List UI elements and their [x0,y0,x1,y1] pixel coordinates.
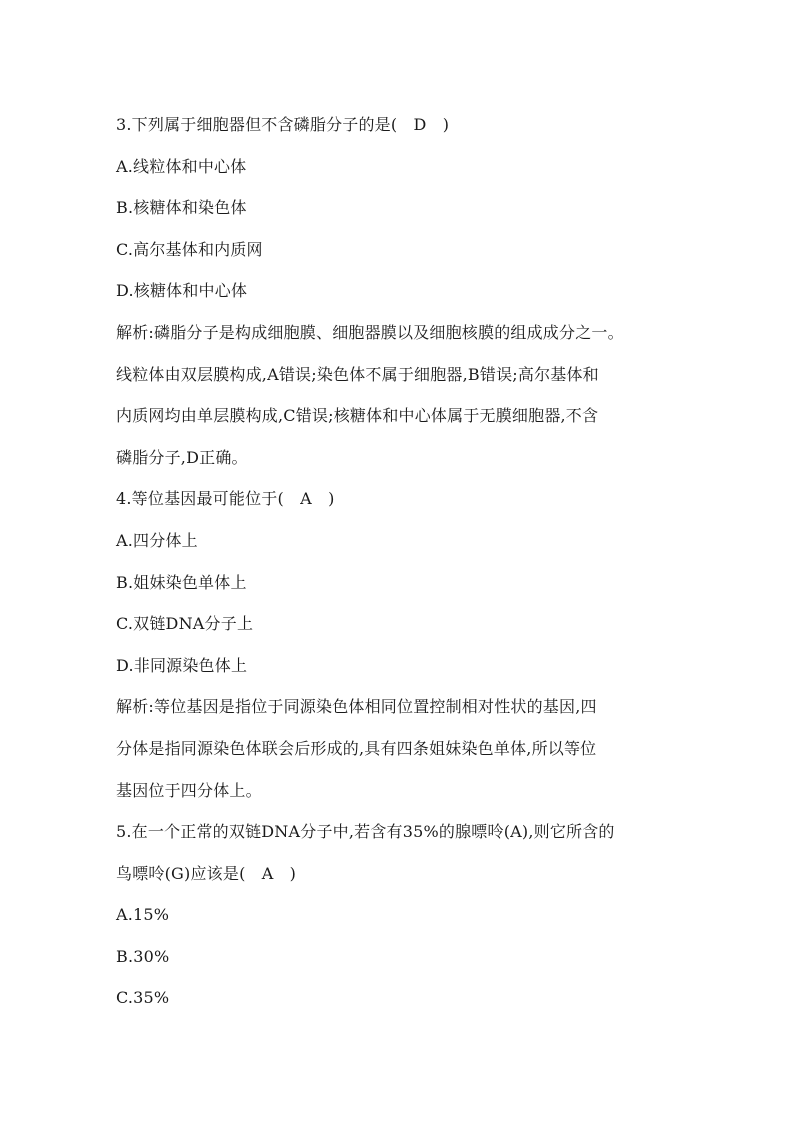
analysis-line: 分体是指同源染色体联会后形成的,具有四条姐妹染色单体,所以等位 [116,738,597,758]
question-3-option-d: D.核糖体和中心体 [116,281,248,301]
analysis-line: 线粒体由双层膜构成,A错误;染色体不属于细胞器,B错误;高尔基体和 [116,364,599,384]
question-4-option-a: A.四分体上 [116,530,198,550]
question-3-analysis [116,312,686,478]
question-5-stem [116,811,686,894]
stem-line: 5.在一个正常的双链DNA分子中,若含有35%的腺嘌呤(A),则它所含的 [116,822,615,842]
question-4-option-d: D.非同源染色体上 [116,655,248,675]
analysis-line: 内质网均由单层膜构成,C错误;核糖体和中心体属于无膜细胞器,不含 [116,406,599,426]
document-content [116,104,686,1019]
question-4-option-b: B.姐妹染色单体上 [116,572,247,592]
question-3-option-b: B.核糖体和染色体 [116,198,247,218]
question-4-stem: 4.等位基因最可能位于( A ) [116,489,335,509]
question-3-option-a: A.线粒体和中心体 [116,156,247,176]
question-3-stem: 3.下列属于细胞器但不含磷脂分子的是( D ) [116,115,450,134]
stem-line: 鸟嘌呤(G)应该是( A ) [116,863,297,883]
question-4-analysis [116,686,686,811]
question-3-option-c: C.高尔基体和内质网 [116,239,263,259]
question-5-option-c: C.35% [116,988,170,1008]
analysis-line: 解析:磷脂分子是构成细胞膜、细胞器膜以及细胞核膜的组成成分之一。 [116,322,624,342]
analysis-line: 磷脂分子,D正确。 [116,447,248,467]
question-4-option-c: C.双链DNA分子上 [116,614,254,634]
analysis-line: 解析:等位基因是指位于同源染色体相同位置控制相对性状的基因,四 [116,697,597,717]
analysis-line: 基因位于四分体上。 [116,780,262,800]
question-5-option-a: A.15% [116,905,170,925]
question-5-option-b: B.30% [116,946,170,966]
